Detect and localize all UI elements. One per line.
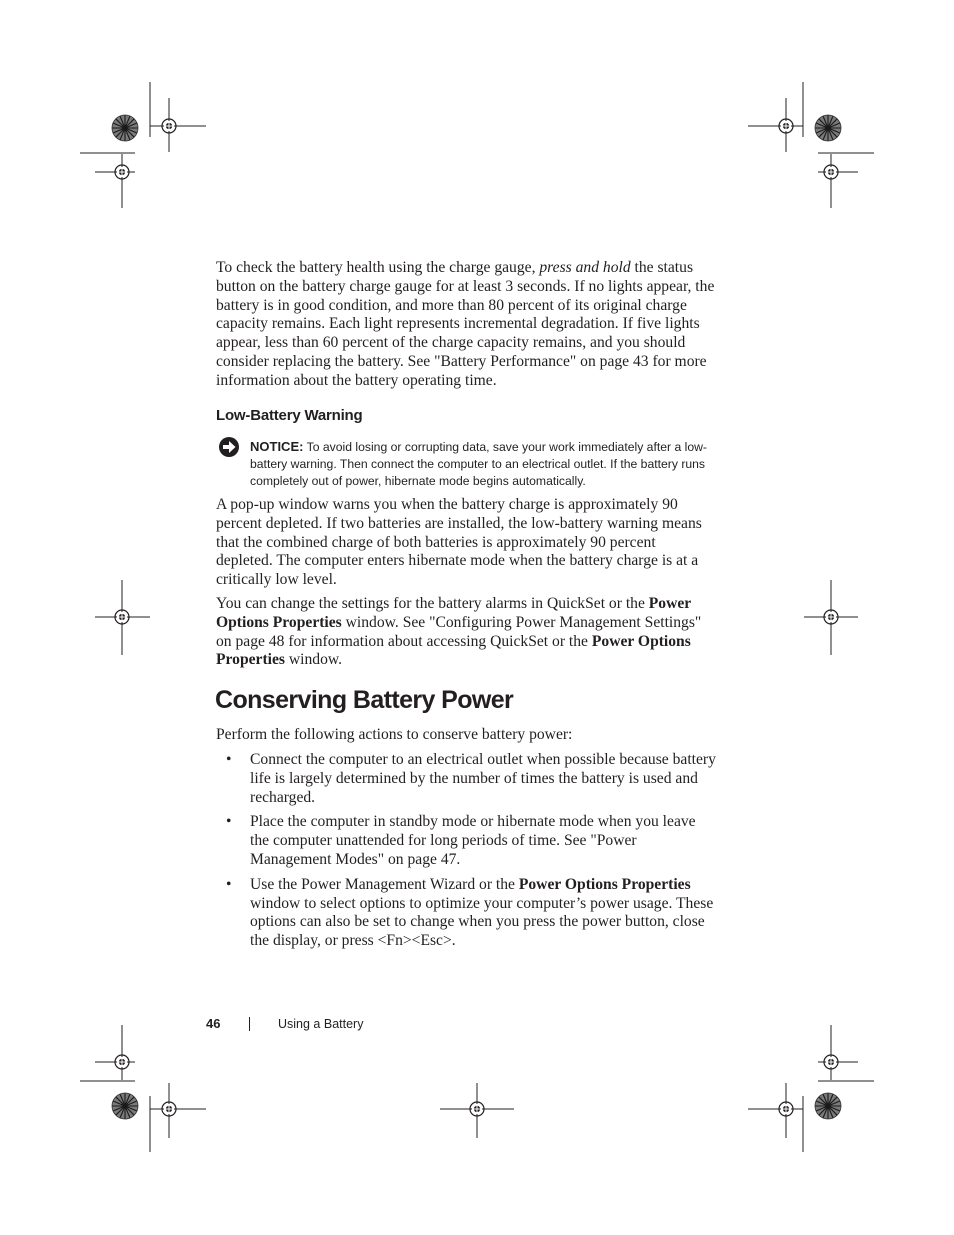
notice-arrow-icon <box>218 436 240 458</box>
settings-text-part1: You can change the settings for the battery alarms in QuickSet or the <box>216 595 649 612</box>
footer-divider <box>249 1017 250 1031</box>
settings-text-part2: window. See "Configuring Power Management Settings" on page 48 for information about accessing QuickSet or the <box>216 613 702 650</box>
intro-paragraph <box>216 259 716 391</box>
list-item-text-part2: window to select options to optimize your computer’s power usage. These options can also be set to change when you press the power button, close the display, or press <Fn><Esc>. <box>250 894 714 950</box>
list-item <box>216 751 716 807</box>
notice-text <box>250 438 710 490</box>
list-item-text: Place the computer in standby mode or hibernate mode when you leave the computer unattended for long periods of time. See "Power Management Modes" on page 47. <box>250 813 696 868</box>
conserving-intro: Perform the following actions to conserve battery power: <box>216 726 573 743</box>
chapter-title: Using a Battery <box>278 1017 364 1031</box>
low-battery-paragraph: A pop-up window warns you when the battery charge is approximately 90 percent depleted. If two batteries are installed, the low-battery warning means that the combined charge of both batteries is approximately 90 percent depleted. The computer enters hibernate mode when the battery charge is at a critically low level. <box>216 496 702 589</box>
low-battery-heading: Low-Battery Warning <box>216 407 363 424</box>
intro-text-part2: the status button on the battery charge gauge for at least 3 seconds. If no lights appear, the battery is in good condition, and more than 80 percent of its original charge capacity remains. Each light represents incremental degradation. If five lights appear, less than 60 percent of the charge capacity remains, and you should consider replacing the battery. See "Battery Performance" on page 43 for more information about the battery operating time. <box>216 259 715 389</box>
settings-text-part3: window. <box>285 651 343 669</box>
list-item <box>216 876 716 951</box>
bullet-symbol: • <box>226 875 232 893</box>
notice-body: To avoid losing or corrupting data, save your work immediately after a low-battery warning. Then connect the computer to an electrical outlet. If the battery runs completely out of power, hibernate mode begins automatically. <box>250 440 707 488</box>
battery-alarm-settings-paragraph <box>216 595 716 670</box>
list-item-text: Connect the computer to an electrical outlet when possible because battery life is largely determined by the number of times the battery is used and recharged. <box>250 751 716 806</box>
list-item <box>216 813 716 869</box>
section-title: Conserving Battery Power <box>215 686 514 714</box>
intro-emphasis: press and hold <box>539 259 631 276</box>
list-item-text-part1: Use the Power Management Wizard or the <box>250 875 519 893</box>
notice-label: NOTICE: <box>250 439 304 454</box>
conserving-list <box>216 751 716 957</box>
power-options-ui-name: Power Options Properties <box>216 595 691 631</box>
power-options-ui-name-2: Power Options Properties <box>216 632 691 669</box>
page-number: 46 <box>206 1016 221 1031</box>
bullet-symbol: • <box>226 751 232 768</box>
power-options-ui-name-3: Power Options Properties <box>518 875 691 893</box>
bullet-symbol: • <box>226 813 232 831</box>
intro-text-part1: To check the battery health using the charge gauge, <box>216 259 540 276</box>
